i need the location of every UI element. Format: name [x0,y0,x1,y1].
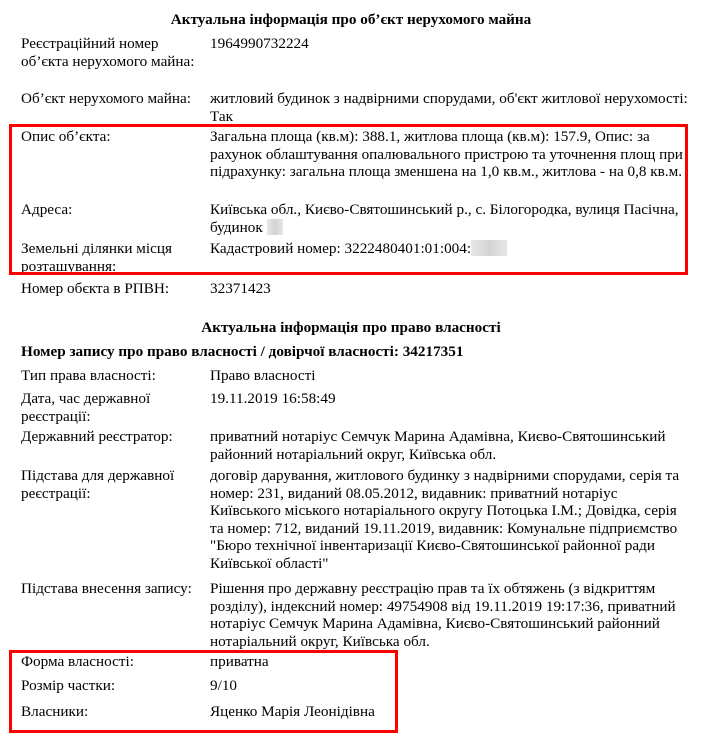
cadastral-text: Кадастровий номер: 3222480401:01:004: [210,240,472,257]
value-registration-date: 19.11.2019 16:58:49 [210,390,336,407]
value-state-registrar: приватний нотаріус Семчук Марина Адамівна, Києво-Святошинський районний нотаріальний округ, Київська обл. [210,428,666,463]
label-rpvn-number: Номер обєкта в РПВН: [21,280,170,297]
section-title-property: Актуальна інформація про об’єкт нерухомого майна [170,11,532,28]
label-owners: Власники: [21,703,89,720]
value-registration-number: 1964990732224 [210,35,309,52]
highlight-box-ownership-details [9,650,398,733]
label-share-size: Розмір частки: [21,677,116,694]
address-text: Київська обл., Києво-Святошинський р., с. Білогородка, вулиця Пасічна, будинок [210,201,679,236]
highlight-box-object-details [9,124,688,275]
value-share-size: 9/10 [210,677,238,694]
label-entry-basis: Підстава внесення запису: [21,580,192,597]
label-object-description: Опис об’єкта: [21,128,111,145]
label-property-object: Об’єкт нерухомого майна: [21,90,191,107]
value-registration-basis: договір дарування, житлового будинку з надвірними спорудами, серія та номер: 231, виданий 08.05.2012, видавник: приватний нотаріус Київського міського нотаріального округу Потоцька І.М.; Довідка, серія та номер: 712, виданий 19.11.2019, видавник: Комунальне підприємство "Бюро технічної інвентаризації Києво-Святошинської районної ради Київської області" [210,467,680,572]
label-registration-basis: Підстава для державної реєстрації: [21,467,175,502]
label-registration-date: Дата, час державної реєстрації: [21,390,151,425]
value-rpvn-number: 32371423 [210,280,271,297]
label-ownership-form: Форма власності: [21,653,134,670]
label-state-registrar: Державний реєстратор: [21,428,173,445]
value-entry-basis: Рішення про державну реєстрацію прав та їх обтяжень (з відкриттям розділу), індексний номер: 49754908 від 19.11.2019 19:17:36, приватний нотаріус Семчук Марина Адамівна, Києво-Святошинський районний нотаріальний округ, Київська обл. [210,580,676,650]
value-ownership-type: Право власності [210,367,316,384]
value-property-object: житловий будинок з надвірними спорудами, об'єкт житлової нерухомості: Так [210,90,688,125]
section-title-ownership: Актуальна інформація про право власності [201,319,501,336]
label-ownership-type: Тип права власності: [21,367,156,384]
label-land-plots: Земельні ділянки місця розташування: [21,240,172,275]
value-object-description: Загальна площа (кв.м): 388.1, житлова площа (кв.м): 157.9, Опис: за рахунок облаштування опалювального пристрою та уточнення площ при підрахунку: загальна площа зменшена на 1,0 кв.м., житлова - на 0,8 кв.м. [210,128,683,181]
value-owners: Яценко Марія Леонідівна [210,703,375,720]
label-address: Адреса: [21,201,73,218]
record-number-heading: Номер запису про право власності / довірчої власності: 34217351 [21,343,464,360]
value-ownership-form: приватна [210,653,269,670]
label-registration-number: Реєстраційний номер об’єкта нерухомого майна: [21,35,195,70]
